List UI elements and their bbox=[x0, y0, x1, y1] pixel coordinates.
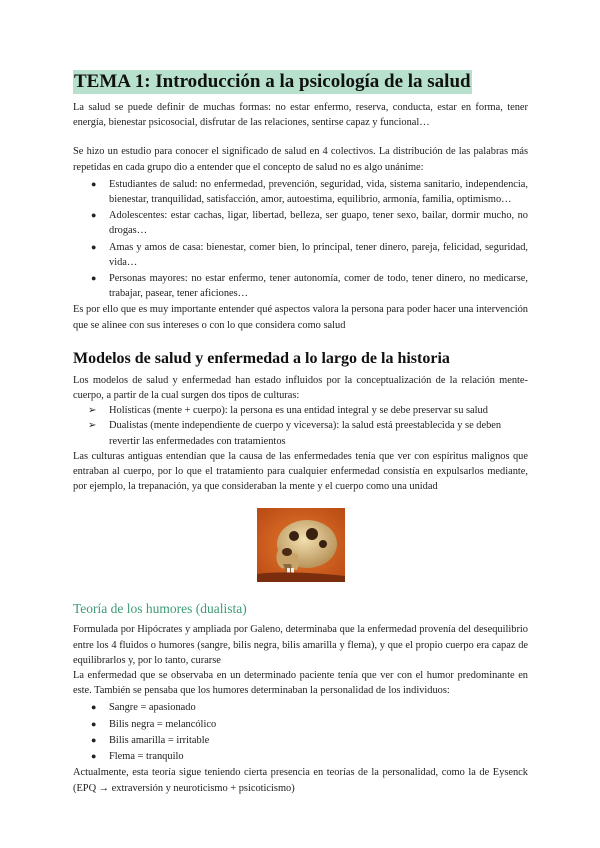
page-title: TEMA 1: Introducción a la psicología de la salud bbox=[74, 71, 471, 92]
bullet-icon: ● bbox=[91, 210, 97, 221]
section-heading-humors: Teoría de los humores (dualista) bbox=[73, 601, 247, 617]
models-paragraph-2: Las culturas antiguas entendían que la causa de las enfermedades tenía que ver con espíritus malignos que entraban al cuerpo, por lo que el tratamiento para cualquier enfermedad consistía en expulsarlos mediante, por ejemplo, la trepanación, ya que consideraban la mente y el cuerpo como una unidad bbox=[73, 450, 528, 493]
list-item-text: Bilis amarilla = irritable bbox=[109, 734, 210, 746]
bullet-icon: ● bbox=[91, 718, 97, 729]
list-item-text: Bilis negra = melancólico bbox=[109, 718, 217, 730]
arrow-bullet-icon: ➢ bbox=[88, 420, 97, 432]
list-item-text: Holísticas (mente + cuerpo): la persona es una entidad integral y se debe preservar su salud bbox=[109, 405, 488, 417]
humors-paragraph-3: Actualmente, esta teoría sigue teniendo cierta presencia en teorías de la personalidad, como la de Eysenck (EPQ → extraversión y neuroticismo + psicoticismo) bbox=[73, 767, 528, 794]
bullet-icon: ● bbox=[91, 751, 97, 762]
list-item-text: Flema = tranquilo bbox=[109, 751, 184, 763]
list-item bbox=[88, 403, 528, 418]
list-item-text: Sangre = apasionado bbox=[109, 702, 196, 714]
cultures-list bbox=[73, 403, 528, 449]
list-item bbox=[91, 717, 528, 732]
list-item-text: Personas mayores: no estar enfermo, tener autonomía, comer de todo, tener dinero, no medicarse, trabajar, pasear, tener aficiones… bbox=[109, 273, 528, 300]
document-page bbox=[73, 70, 528, 796]
list-item bbox=[88, 418, 528, 448]
bullet-icon: ● bbox=[91, 178, 97, 189]
bullet-icon: ● bbox=[91, 241, 97, 252]
groups-list bbox=[73, 177, 528, 302]
bullet-icon: ● bbox=[91, 273, 97, 284]
intro-paragraph-1: La salud se puede definir de muchas formas: no estar enfermo, reserva, conducta, estar en forma, tener energía, bienestar psicosocial, disfrutar de las relaciones, sentirse capaz y funcional… bbox=[73, 102, 528, 129]
list-item bbox=[91, 208, 528, 238]
list-item-text: Estudiantes de salud: no enfermedad, prevención, seguridad, vida, sistema sanitario, independencia, bienestar, tranquilidad, satisfacción, amor, autoestima, equilibrio, armonía, familia, optimismo… bbox=[109, 178, 528, 206]
humors-paragraph-1: Formulada por Hipócrates y ampliada por Galeno, determinaba que la enfermedad provenía del desequilibrio entre los 4 fluidos o humores (sangre, bilis negra, bilis amarilla y flema), y que el propio cuerpo era capaz de equilibrarlos y, por lo tanto, curarse bbox=[73, 624, 528, 666]
list-item bbox=[91, 240, 528, 270]
bullet-icon: ● bbox=[91, 702, 97, 713]
humors-list bbox=[73, 700, 528, 764]
models-paragraph-1: Los modelos de salud y enfermedad han estado influidos por la conceptualización de la relación mente-cuerpo, a partir de la cual surgen dos tipos de culturas: bbox=[73, 374, 528, 402]
humors-paragraph-2: La enfermedad que se observaba en un determinado paciente tenía que ver con el humor predominante en este. También se pensaba que los humores determinaban la personalidad de los individuos: bbox=[73, 670, 528, 697]
list-item-text: Adolescentes: estar cachas, ligar, libertad, belleza, ser guapo, tener sexo, bailar, dormir mucho, no drogas… bbox=[109, 210, 528, 237]
list-item bbox=[91, 700, 528, 715]
intro-paragraph-2: Se hizo un estudio para conocer el significado de salud en 4 colectivos. La distribución de las palabras más repetidas en cada grupo dio a entender que el concepto de salud no es algo unánime: bbox=[73, 146, 528, 173]
intro-paragraph-3: Es por ello que es muy importante entender qué aspectos valora la persona para poder hacer una intervención que se alinee con sus intereses o con lo que considera como salud bbox=[73, 304, 528, 331]
list-item bbox=[91, 749, 528, 764]
list-item bbox=[91, 271, 528, 301]
list-item-text: Amas y amos de casa: bienestar, comer bien, lo principal, tener dinero, pareja, felicidad, seguridad, vida… bbox=[109, 241, 528, 268]
trepanned-skull-image bbox=[257, 508, 345, 582]
list-item bbox=[91, 733, 528, 748]
section-heading-models: Modelos de salud y enfermedad a lo largo de la historia bbox=[73, 349, 450, 367]
list-item-text: Dualistas (mente independiente de cuerpo y viceversa): la salud está preestablecida y se deben revertir las enfermedades con tratamientos bbox=[109, 420, 502, 447]
list-item bbox=[91, 177, 528, 207]
bullet-icon: ● bbox=[91, 734, 97, 745]
arrow-bullet-icon: ➢ bbox=[88, 405, 97, 417]
